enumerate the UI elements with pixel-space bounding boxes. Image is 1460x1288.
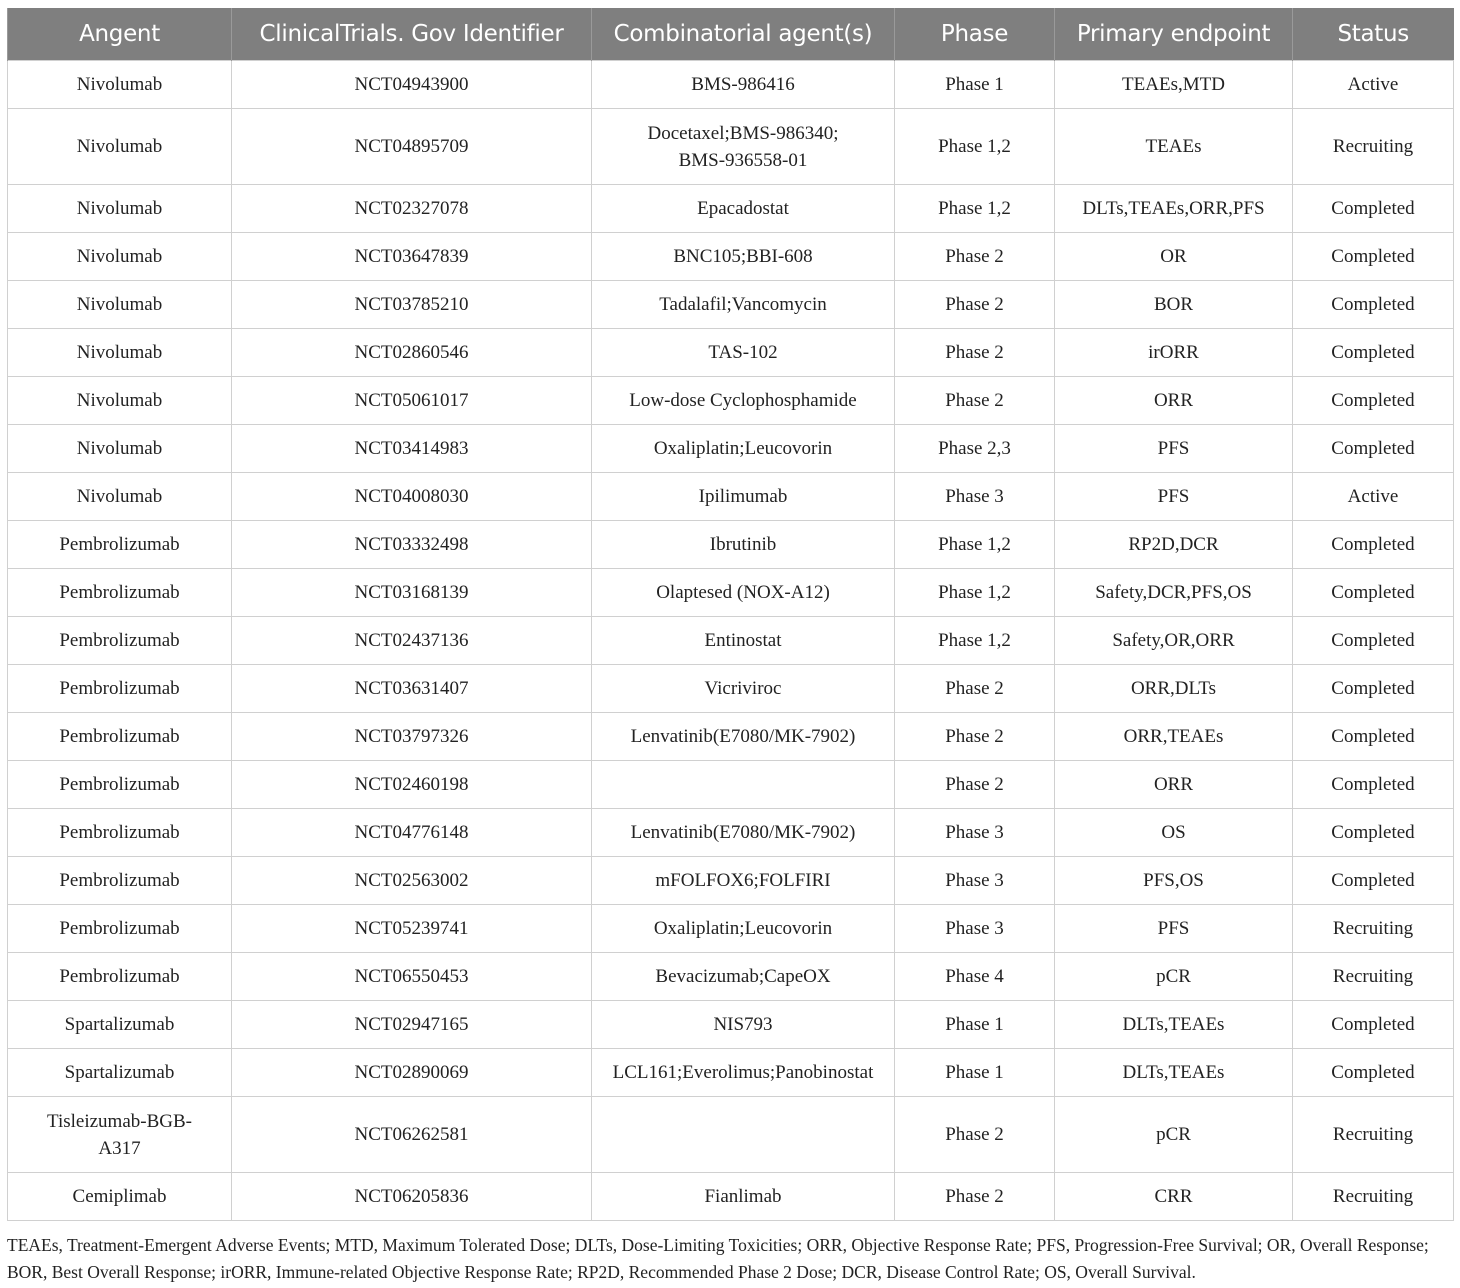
- cell-combinatorial-agents: Docetaxel;BMS-986340; BMS-936558-01: [592, 109, 895, 185]
- cell-status: Completed: [1293, 713, 1454, 761]
- table-row: [8, 521, 1454, 569]
- cell-phase: Phase 2: [895, 281, 1055, 329]
- cell-identifier: NCT04008030: [232, 473, 592, 521]
- cell-agent: Pembrolizumab: [8, 905, 232, 953]
- cell-primary-endpoint: PFS: [1055, 425, 1293, 473]
- table-row: [8, 281, 1454, 329]
- cell-identifier: NCT03631407: [232, 665, 592, 713]
- cell-combinatorial-agents: Ipilimumab: [592, 473, 895, 521]
- cell-primary-endpoint: DLTs,TEAEs,ORR,PFS: [1055, 185, 1293, 233]
- table-row: [8, 185, 1454, 233]
- cell-phase: Phase 1,2: [895, 617, 1055, 665]
- cell-status: Active: [1293, 473, 1454, 521]
- cell-status: Completed: [1293, 1049, 1454, 1097]
- cell-agent: Pembrolizumab: [8, 521, 232, 569]
- column-header-primary-endpoint: Primary endpoint: [1055, 8, 1293, 61]
- cell-phase: Phase 3: [895, 473, 1055, 521]
- cell-combinatorial-agents: Entinostat: [592, 617, 895, 665]
- cell-agent: Pembrolizumab: [8, 857, 232, 905]
- cell-status: Recruiting: [1293, 1173, 1454, 1221]
- cell-agent: Pembrolizumab: [8, 953, 232, 1001]
- cell-primary-endpoint: Safety,OR,ORR: [1055, 617, 1293, 665]
- cell-phase: Phase 2: [895, 377, 1055, 425]
- cell-status: Completed: [1293, 1001, 1454, 1049]
- table-row: [8, 473, 1454, 521]
- cell-identifier: NCT03647839: [232, 233, 592, 281]
- cell-phase: Phase 2: [895, 1097, 1055, 1173]
- column-header-identifier: ClinicalTrials. Gov Identifier: [232, 8, 592, 61]
- cell-status: Recruiting: [1293, 953, 1454, 1001]
- cell-identifier: NCT03785210: [232, 281, 592, 329]
- cell-primary-endpoint: OR: [1055, 233, 1293, 281]
- cell-agent: Cemiplimab: [8, 1173, 232, 1221]
- cell-primary-endpoint: irORR: [1055, 329, 1293, 377]
- cell-primary-endpoint: ORR,TEAEs: [1055, 713, 1293, 761]
- cell-combinatorial-agents: NIS793: [592, 1001, 895, 1049]
- cell-primary-endpoint: DLTs,TEAEs: [1055, 1001, 1293, 1049]
- table-row: [8, 233, 1454, 281]
- cell-primary-endpoint: RP2D,DCR: [1055, 521, 1293, 569]
- cell-identifier: NCT04776148: [232, 809, 592, 857]
- cell-agent: Pembrolizumab: [8, 761, 232, 809]
- cell-agent: Pembrolizumab: [8, 809, 232, 857]
- table-row: [8, 617, 1454, 665]
- cell-status: Recruiting: [1293, 1097, 1454, 1173]
- cell-status: Completed: [1293, 329, 1454, 377]
- cell-primary-endpoint: DLTs,TEAEs: [1055, 1049, 1293, 1097]
- cell-combinatorial-agents: Tadalafil;Vancomycin: [592, 281, 895, 329]
- table-row: [8, 905, 1454, 953]
- cell-agent: Nivolumab: [8, 185, 232, 233]
- clinical-trials-table: [7, 8, 1454, 1221]
- table-row: [8, 1097, 1454, 1173]
- cell-status: Completed: [1293, 569, 1454, 617]
- cell-combinatorial-agents: Oxaliplatin;Leucovorin: [592, 425, 895, 473]
- cell-phase: Phase 3: [895, 857, 1055, 905]
- cell-phase: Phase 2,3: [895, 425, 1055, 473]
- cell-combinatorial-agents: [592, 1097, 895, 1173]
- cell-phase: Phase 1: [895, 1001, 1055, 1049]
- cell-identifier: NCT02327078: [232, 185, 592, 233]
- table-row: [8, 377, 1454, 425]
- table-row: [8, 1173, 1454, 1221]
- cell-status: Completed: [1293, 377, 1454, 425]
- cell-identifier: NCT02947165: [232, 1001, 592, 1049]
- cell-identifier: NCT06205836: [232, 1173, 592, 1221]
- cell-agent: Nivolumab: [8, 233, 232, 281]
- cell-agent: Pembrolizumab: [8, 569, 232, 617]
- cell-phase: Phase 2: [895, 761, 1055, 809]
- cell-combinatorial-agents: Epacadostat: [592, 185, 895, 233]
- cell-phase: Phase 2: [895, 233, 1055, 281]
- cell-phase: Phase 1,2: [895, 185, 1055, 233]
- cell-status: Active: [1293, 61, 1454, 109]
- cell-primary-endpoint: CRR: [1055, 1173, 1293, 1221]
- cell-phase: Phase 1: [895, 61, 1055, 109]
- cell-identifier: NCT03168139: [232, 569, 592, 617]
- table-body: [8, 61, 1454, 1221]
- cell-identifier: NCT03797326: [232, 713, 592, 761]
- cell-status: Recruiting: [1293, 109, 1454, 185]
- cell-identifier: NCT06550453: [232, 953, 592, 1001]
- cell-agent: Nivolumab: [8, 61, 232, 109]
- cell-status: Completed: [1293, 281, 1454, 329]
- cell-agent: Nivolumab: [8, 377, 232, 425]
- table-row: [8, 857, 1454, 905]
- cell-combinatorial-agents: Lenvatinib(E7080/MK-7902): [592, 809, 895, 857]
- cell-phase: Phase 2: [895, 1173, 1055, 1221]
- cell-primary-endpoint: OS: [1055, 809, 1293, 857]
- cell-primary-endpoint: TEAEs: [1055, 109, 1293, 185]
- cell-primary-endpoint: ORR,DLTs: [1055, 665, 1293, 713]
- column-header-agent: Angent: [8, 8, 232, 61]
- cell-agent: Pembrolizumab: [8, 713, 232, 761]
- cell-identifier: NCT02437136: [232, 617, 592, 665]
- cell-agent: Pembrolizumab: [8, 665, 232, 713]
- table-footnote: TEAEs, Treatment-Emergent Adverse Events; MTD, Maximum Tolerated Dose; DLTs, Dose-Limiting Toxicities; ORR, Objective Response Rate; PFS, Progression-Free Survival; OR, Overall Response; BOR, Best Overall Response; irORR, Immune-related Objective Response Rate; RP2D, Recommended Phase 2 Dose; DCR, Disease Control Rate; OS, Overall Survival.: [7, 1235, 1429, 1282]
- table-row: [8, 569, 1454, 617]
- cell-identifier: NCT02563002: [232, 857, 592, 905]
- cell-agent: Nivolumab: [8, 425, 232, 473]
- cell-combinatorial-agents: Olaptesed (NOX-A12): [592, 569, 895, 617]
- cell-status: Completed: [1293, 617, 1454, 665]
- cell-status: Completed: [1293, 185, 1454, 233]
- cell-primary-endpoint: pCR: [1055, 953, 1293, 1001]
- table-row: [8, 329, 1454, 377]
- cell-agent: Spartalizumab: [8, 1001, 232, 1049]
- cell-primary-endpoint: Safety,DCR,PFS,OS: [1055, 569, 1293, 617]
- table-row: [8, 809, 1454, 857]
- cell-identifier: NCT02890069: [232, 1049, 592, 1097]
- table-row: [8, 61, 1454, 109]
- cell-agent: Pembrolizumab: [8, 617, 232, 665]
- cell-phase: Phase 1,2: [895, 521, 1055, 569]
- table-row: [8, 953, 1454, 1001]
- cell-phase: Phase 3: [895, 905, 1055, 953]
- cell-agent: Nivolumab: [8, 473, 232, 521]
- cell-primary-endpoint: PFS: [1055, 473, 1293, 521]
- cell-identifier: NCT04895709: [232, 109, 592, 185]
- cell-phase: Phase 4: [895, 953, 1055, 1001]
- cell-identifier: NCT02460198: [232, 761, 592, 809]
- table-row: [8, 109, 1454, 185]
- cell-primary-endpoint: PFS,OS: [1055, 857, 1293, 905]
- cell-status: Completed: [1293, 761, 1454, 809]
- cell-combinatorial-agents: Oxaliplatin;Leucovorin: [592, 905, 895, 953]
- cell-phase: Phase 2: [895, 713, 1055, 761]
- cell-identifier: NCT05239741: [232, 905, 592, 953]
- cell-status: Completed: [1293, 521, 1454, 569]
- table-row: [8, 1049, 1454, 1097]
- cell-combinatorial-agents: TAS-102: [592, 329, 895, 377]
- cell-agent: Nivolumab: [8, 329, 232, 377]
- cell-phase: Phase 1,2: [895, 569, 1055, 617]
- cell-primary-endpoint: PFS: [1055, 905, 1293, 953]
- cell-primary-endpoint: ORR: [1055, 761, 1293, 809]
- cell-combinatorial-agents: Vicriviroc: [592, 665, 895, 713]
- cell-identifier: NCT04943900: [232, 61, 592, 109]
- cell-primary-endpoint: TEAEs,MTD: [1055, 61, 1293, 109]
- cell-agent: Tisleizumab-BGB- A317: [8, 1097, 232, 1173]
- cell-combinatorial-agents: Lenvatinib(E7080/MK-7902): [592, 713, 895, 761]
- cell-combinatorial-agents: Ibrutinib: [592, 521, 895, 569]
- cell-combinatorial-agents: Fianlimab: [592, 1173, 895, 1221]
- cell-identifier: NCT03414983: [232, 425, 592, 473]
- cell-identifier: NCT05061017: [232, 377, 592, 425]
- cell-primary-endpoint: ORR: [1055, 377, 1293, 425]
- cell-combinatorial-agents: BMS-986416: [592, 61, 895, 109]
- table-row: [8, 665, 1454, 713]
- cell-agent: Spartalizumab: [8, 1049, 232, 1097]
- table-row: [8, 713, 1454, 761]
- cell-phase: Phase 2: [895, 329, 1055, 377]
- column-header-status: Status: [1293, 8, 1454, 61]
- column-header-phase: Phase: [895, 8, 1055, 61]
- cell-status: Completed: [1293, 425, 1454, 473]
- cell-combinatorial-agents: Bevacizumab;CapeOX: [592, 953, 895, 1001]
- cell-status: Completed: [1293, 809, 1454, 857]
- table-row: [8, 425, 1454, 473]
- cell-status: Recruiting: [1293, 905, 1454, 953]
- cell-phase: Phase 3: [895, 809, 1055, 857]
- column-header-combinatorial-agents: Combinatorial agent(s): [592, 8, 895, 61]
- table-row: [8, 1001, 1454, 1049]
- table-row: [8, 761, 1454, 809]
- cell-combinatorial-agents: LCL161;Everolimus;Panobinostat: [592, 1049, 895, 1097]
- cell-status: Completed: [1293, 233, 1454, 281]
- cell-phase: Phase 1: [895, 1049, 1055, 1097]
- cell-identifier: NCT02860546: [232, 329, 592, 377]
- cell-identifier: NCT06262581: [232, 1097, 592, 1173]
- table-header-row: [8, 8, 1454, 61]
- cell-combinatorial-agents: Low-dose Cyclophosphamide: [592, 377, 895, 425]
- cell-agent: Nivolumab: [8, 281, 232, 329]
- cell-primary-endpoint: BOR: [1055, 281, 1293, 329]
- cell-identifier: NCT03332498: [232, 521, 592, 569]
- cell-primary-endpoint: pCR: [1055, 1097, 1293, 1173]
- cell-phase: Phase 1,2: [895, 109, 1055, 185]
- cell-combinatorial-agents: [592, 761, 895, 809]
- cell-status: Completed: [1293, 665, 1454, 713]
- cell-status: Completed: [1293, 857, 1454, 905]
- cell-combinatorial-agents: mFOLFOX6;FOLFIRI: [592, 857, 895, 905]
- cell-agent: Nivolumab: [8, 109, 232, 185]
- cell-combinatorial-agents: BNC105;BBI-608: [592, 233, 895, 281]
- cell-phase: Phase 2: [895, 665, 1055, 713]
